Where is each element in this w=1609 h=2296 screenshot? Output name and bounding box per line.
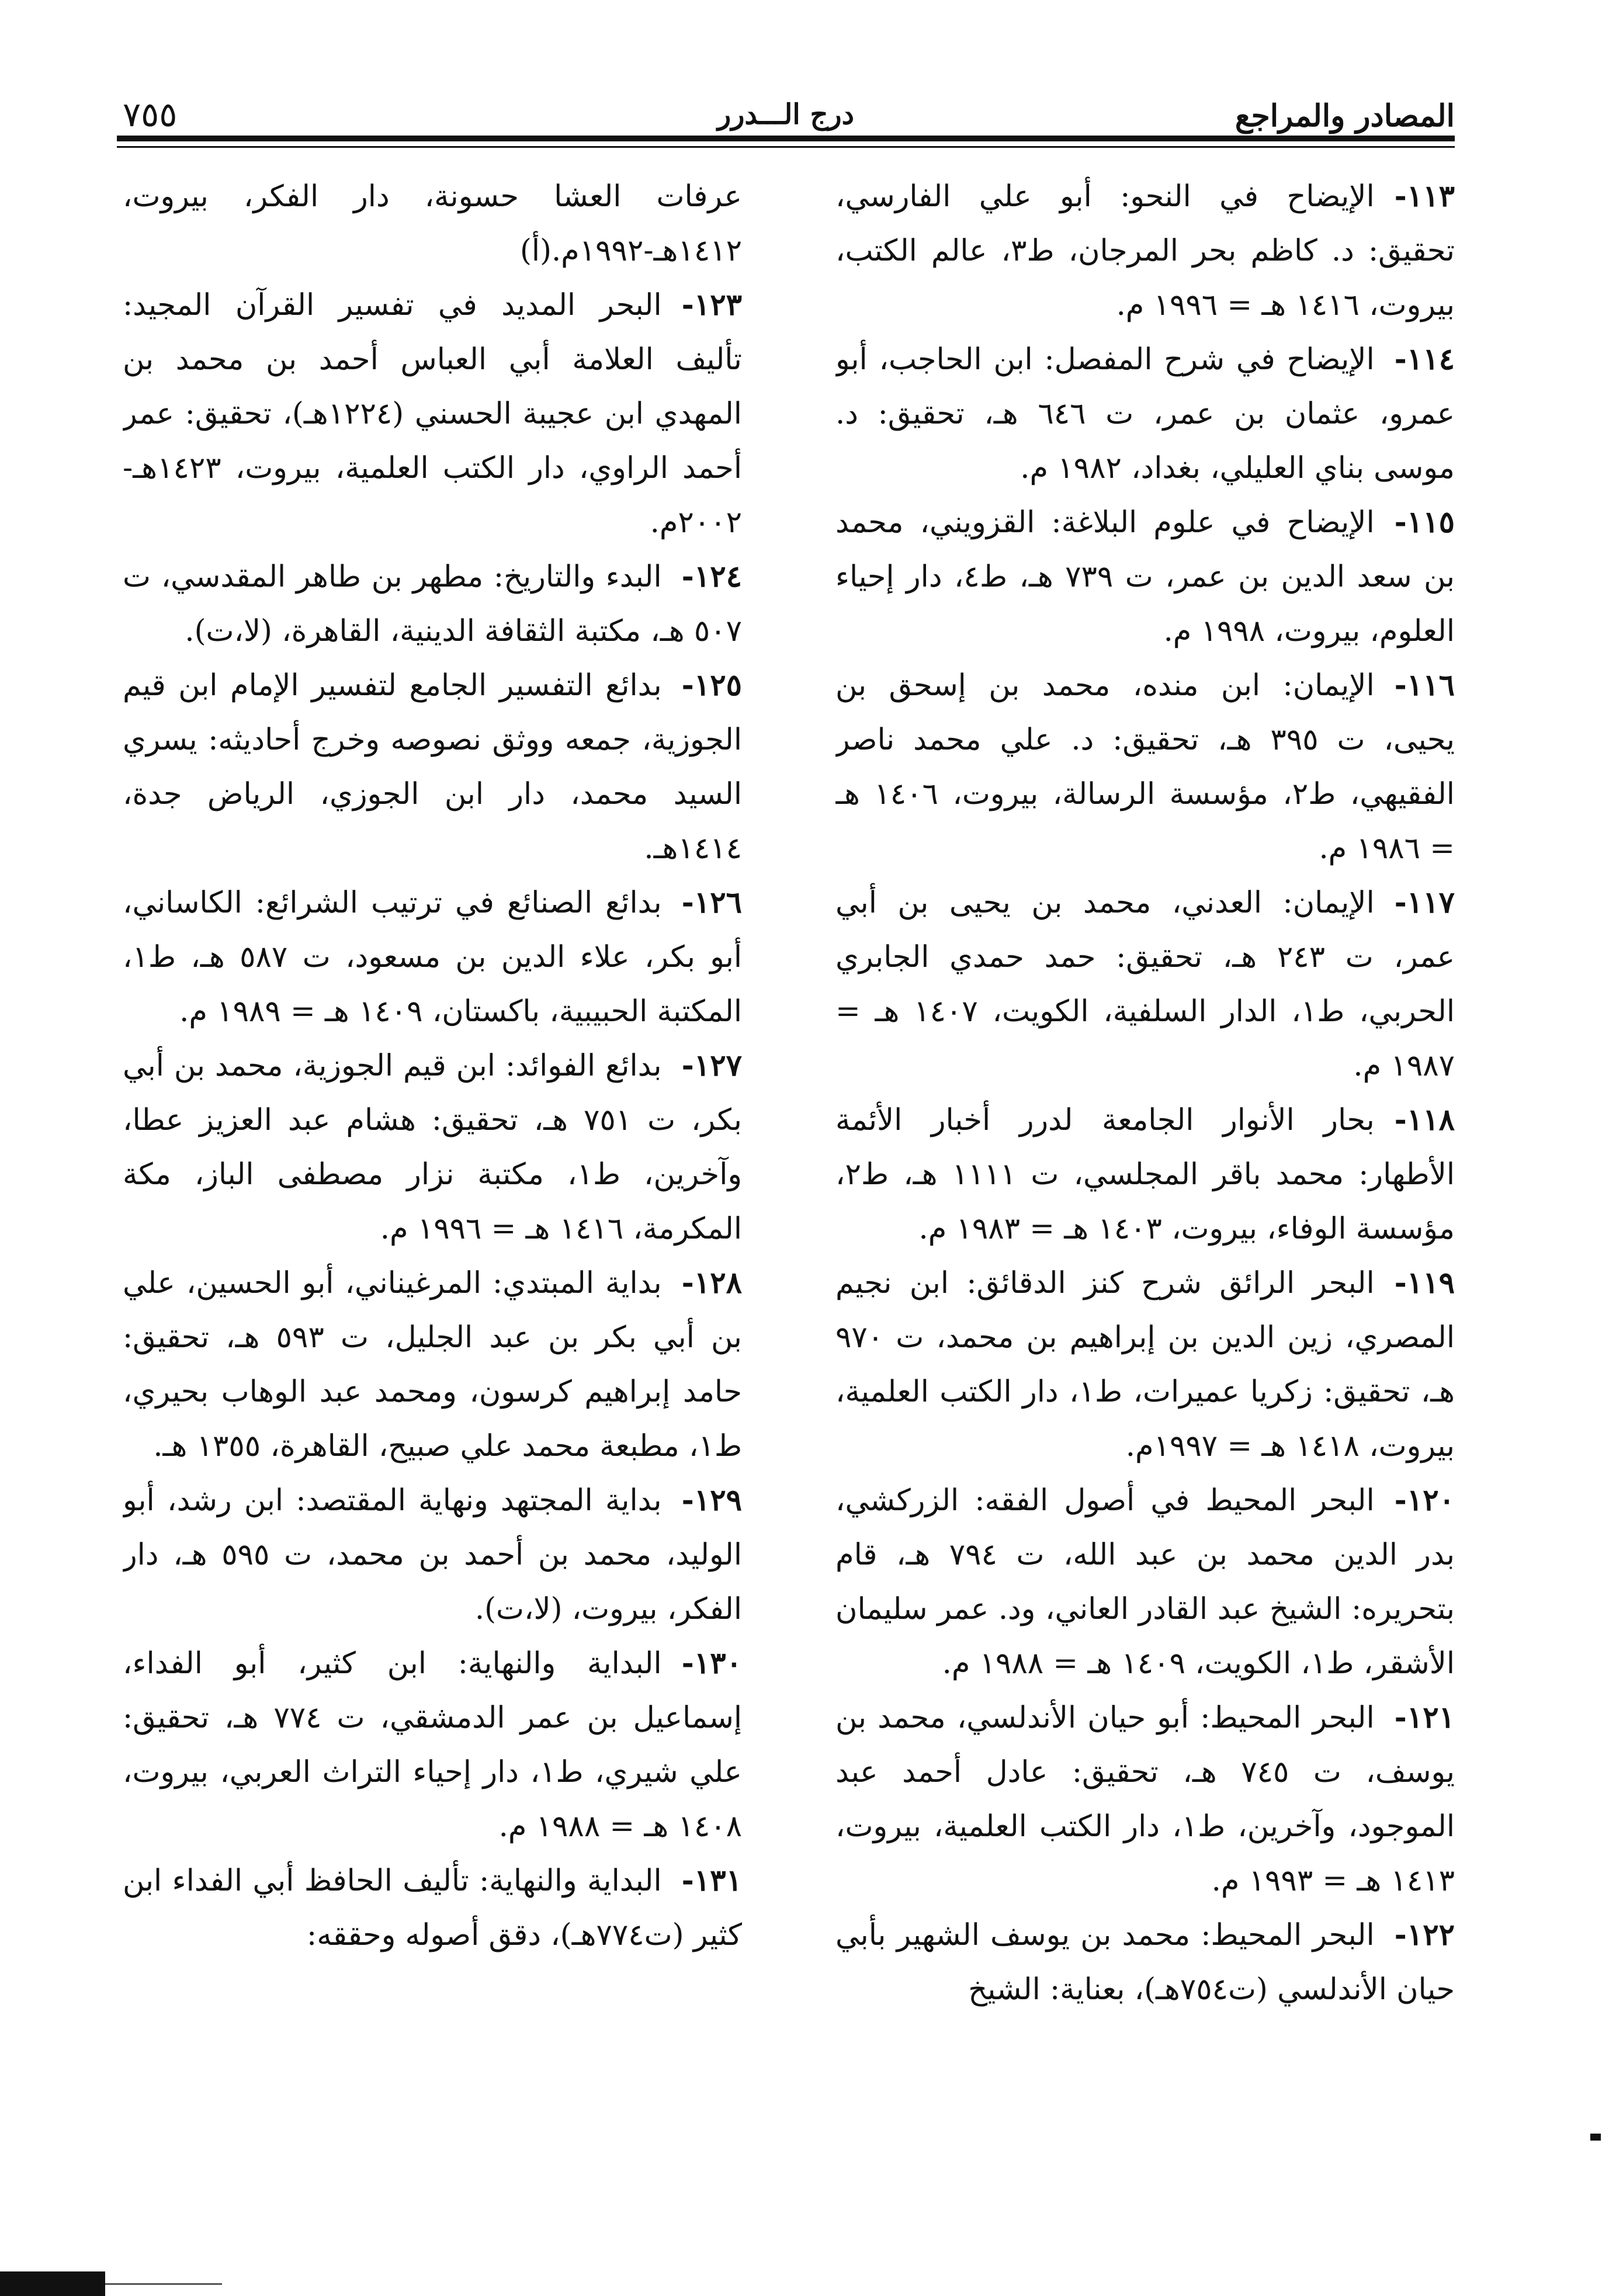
entry-text: الإيمان: ابن منده، محمد بن إسحق بن يحيى، ت ٣٩٥ هـ، تحقيق: د. علي محمد ناصر الفقيهي، ط٢، مؤسسة الرسالة، بيروت، ١٤٠٦ هـ = ١٩٨٦ م. — [835, 668, 1455, 866]
entry-number: ١٢٢- — [1394, 1917, 1455, 1952]
scan-edge-bar — [0, 2271, 105, 2296]
bibliography-entry — [835, 658, 1455, 876]
bibliography-entry — [835, 876, 1455, 1093]
entry-text: بدائع الصنائع في ترتيب الشرائع: الكاساني، أبو بكر، علاء الدين بن مسعود، ت ٥٨٧ هـ، ط١، المكتبة الحبيبية، باكستان، ١٤٠٩ هـ = ١٩٨٩ م. — [123, 886, 742, 1029]
entry-number: ١٣١- — [681, 1863, 742, 1898]
bibliography-entry — [835, 1691, 1455, 1908]
entry-number: ١٢٨- — [681, 1265, 742, 1300]
entry-text: بحار الأنوار الجامعة لدرر أخبار الأئمة الأطهار: محمد باقر المجلسي، ت ١١١١ هـ، ط٢، مؤسسة الوفاء، بيروت، ١٤٠٣ هـ = ١٩٨٣ م. — [835, 1103, 1455, 1246]
section-title: المصادر والمراجع — [1235, 98, 1455, 134]
entry-text: البحر المديد في تفسير القرآن المجيد: تأليف العلامة أبي العباس أحمد بن محمد بن المهدي ابن عجيبة الحسني (١٢٢٤هـ)، تحقيق: عمر أحمد الراوي، دار الكتب العلمية، بيروت، ١٤٢٣هـ- ٢٠٠٢م. — [123, 288, 742, 540]
entry-number: ١١٦- — [1394, 668, 1455, 703]
entry-text: بدائع التفسير الجامع لتفسير الإمام ابن قيم الجوزية، جمعه ووثق نصوصه وخرج أحاديثه: يسري السيد محمد، دار ابن الجوزي، الرياض جدة، ١٤١٤هـ. — [123, 668, 742, 866]
entry-number: ١١٨- — [1394, 1102, 1455, 1137]
bibliography-entry — [835, 1473, 1455, 1691]
entry-text: الإيضاح في النحو: أبو علي الفارسي، تحقيق: د. كاظم بحر المرجان، ط٣، عالم الكتب، بيروت، ١٤١٦ هـ = ١٩٩٦ م. — [835, 179, 1455, 322]
bibliography-entry — [835, 495, 1455, 658]
entry-number: ١١٥- — [1394, 505, 1455, 540]
entry-text: الإيمان: العدني، محمد بن يحيى بن أبي عمر، ت ٢٤٣ هـ، تحقيق: حمد حمدي الجابري الحربي، ط١، الدار السلفية، الكويت، ١٤٠٧ هـ = ١٩٨٧ م. — [835, 886, 1455, 1083]
bibliography-entry — [123, 169, 742, 278]
margin-mark — [1590, 2134, 1601, 2141]
bibliography-entry — [835, 1256, 1455, 1473]
entry-number: ١٢٦- — [681, 885, 742, 920]
entry-text: البداية والنهاية: تأليف الحافظ أبي الفداء ابن كثير (ت٧٧٤هـ)، دقق أصوله وحققه: — [123, 1864, 742, 1952]
entry-number: ١٢٥- — [681, 668, 742, 703]
entry-text: الإيضاح في شرح المفصل: ابن الحاجب، أبو عمرو، عثمان بن عمر، ت ٦٤٦ هـ، تحقيق: د. موسى بناي العليلي، بغداد، ١٩٨٢ م. — [835, 342, 1455, 485]
entry-number: ١١٣- — [1394, 179, 1455, 214]
bibliography-entry — [123, 1473, 742, 1636]
scan-edge-line — [105, 2283, 222, 2285]
bibliography-entry — [123, 876, 742, 1039]
bibliography-entry — [835, 1093, 1455, 1256]
entry-text: البحر الرائق شرح كنز الدقائق: ابن نجيم المصري، زين الدين بن إبراهيم بن محمد، ت ٩٧٠ هـ، تحقيق: زكريا عميرات، ط١، دار الكتب العلمية، بيروت، ١٤١٨ هـ = ١٩٩٧م. — [835, 1266, 1455, 1463]
header-rule-thick — [117, 136, 1455, 141]
bibliography-entry — [835, 332, 1455, 495]
entry-number: ١٢٣- — [681, 287, 742, 322]
left-column — [123, 169, 742, 2179]
book-title: درج الـــدرر — [717, 98, 854, 131]
bibliography-entry — [123, 1636, 742, 1854]
entry-text: البداية والنهاية: ابن كثير، أبو الفداء، إسماعيل بن عمر الدمشقي، ت ٧٧٤ هـ، تحقيق: علي شيري، ط١، دار إحياء التراث العربي، بيروت، ١٤٠٨ هـ = ١٩٨٨ م. — [123, 1646, 742, 1844]
entry-text: بداية المبتدي: المرغيناني، أبو الحسين، علي بن أبي بكر بن عبد الجليل، ت ٥٩٣ هـ، تحقيق: حامد إبراهيم كرسون، ومحمد عبد الوهاب بحيري، ط١، مطبعة محمد علي صبيح، القاهرة، ١٣٥٥ هـ. — [123, 1266, 742, 1463]
bibliography-entry — [123, 1256, 742, 1473]
bibliography-entry — [835, 169, 1455, 332]
entry-number: ١٢٧- — [681, 1048, 742, 1083]
page-number: ٧٥٥ — [123, 95, 178, 134]
entry-text: البحر المحيط: محمد بن يوسف الشهير بأبي حيان الأندلسي (ت٧٥٤هـ)، بعناية: الشيخ — [835, 1918, 1455, 2007]
entry-number: ١٢١- — [1394, 1700, 1455, 1735]
entry-text: بداية المجتهد ونهاية المقتصد: ابن رشد، أبو الوليد، محمد بن أحمد بن محمد، ت ٥٩٥ هـ، دار الفكر، بيروت، (لا،ت). — [123, 1483, 742, 1626]
entry-text: بدائع الفوائد: ابن قيم الجوزية، محمد بن أبي بكر، ت ٧٥١ هـ، تحقيق: هشام عبد العزيز عطا، وآخرين، ط١، مكتبة نزار مصطفى الباز، مكة المكرمة، ١٤١٦ هـ = ١٩٩٦ م. — [123, 1049, 742, 1246]
right-column — [835, 169, 1455, 2179]
bibliography-entry — [123, 278, 742, 550]
entry-number: ١١٤- — [1394, 342, 1455, 377]
header-rule-thin — [117, 146, 1455, 148]
entry-number: ١٢٤- — [681, 559, 742, 594]
entry-number: ١٣٠- — [681, 1646, 742, 1681]
bibliography-entry — [123, 1039, 742, 1256]
entry-text: عرفات العشا حسونة، دار الفكر، بيروت، ١٤١٢هـ-١٩٩٢م.(أ) — [123, 179, 742, 268]
entry-text: البحر المحيط في أصول الفقه: الزركشي، بدر الدين محمد بن عبد الله، ت ٧٩٤ هـ، قام بتحريره: الشيخ عبد القادر العاني، ود. عمر سليمان الأشقر، ط١، الكويت، ١٤٠٩ هـ = ١٩٨٨ م. — [835, 1483, 1455, 1681]
entry-number: ١١٩- — [1394, 1265, 1455, 1300]
entry-text: البدء والتاريخ: مطهر بن طاهر المقدسي، ت ٥٠٧ هـ، مكتبة الثقافة الدينية، القاهرة، (لا،ت). — [123, 560, 742, 648]
bibliography-entry — [123, 1854, 742, 1962]
entry-text: الإيضاح في علوم البلاغة: القزويني، محمد بن سعد الدين بن عمر، ت ٧٣٩ هـ، ط٤، دار إحياء العلوم، بيروت، ١٩٩٨ م. — [835, 505, 1455, 648]
entry-number: ١٢٠- — [1394, 1483, 1455, 1518]
bibliography-entry — [123, 658, 742, 876]
bibliography-entry — [835, 1908, 1455, 2017]
entry-text: البحر المحيط: أبو حيان الأندلسي، محمد بن يوسف، ت ٧٤٥ هـ، تحقيق: عادل أحمد عبد الموجود، وآخرين، ط١، دار الكتب العلمية، بيروت، ١٤١٣ هـ = ١٩٩٣ م. — [835, 1701, 1455, 1898]
bibliography-entry — [123, 550, 742, 658]
entry-number: ١١٧- — [1394, 885, 1455, 920]
entry-number: ١٢٩- — [681, 1483, 742, 1518]
